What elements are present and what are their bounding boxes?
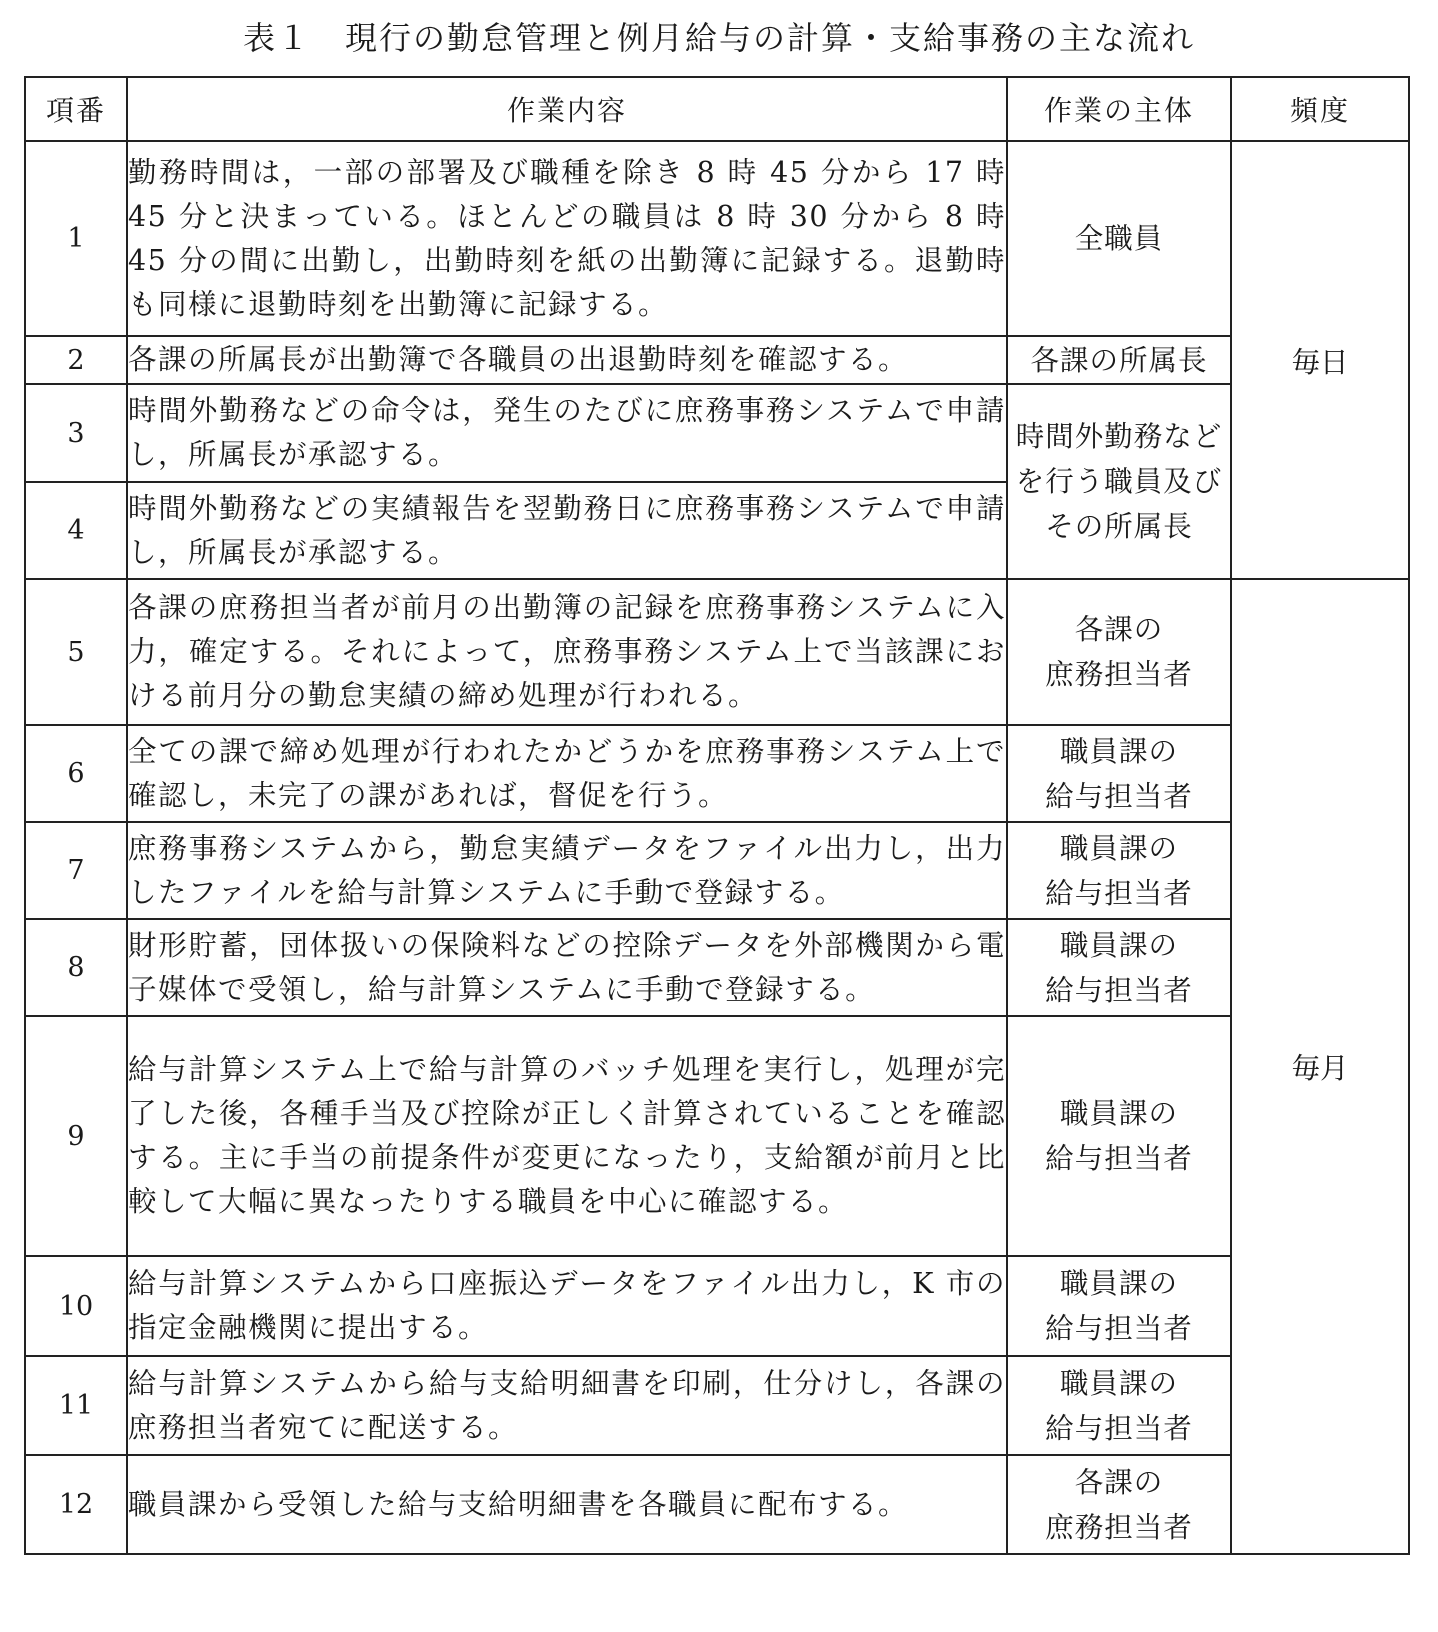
- row-actor: 各課の所属長: [1007, 336, 1231, 384]
- row-content: 給与計算システムから口座振込データをファイル出力し，K 市の指定金融機関に提出する。: [127, 1256, 1007, 1356]
- row-content: 給与計算システムから給与支給明細書を印刷，仕分けし，各課の庶務担当者宛てに配送する。: [127, 1356, 1007, 1455]
- row-actor-line2: 給与担当者: [1045, 1411, 1193, 1445]
- table-row: [25, 1256, 1409, 1356]
- row-actor: [1007, 1455, 1231, 1554]
- table-row: [25, 1356, 1409, 1455]
- table-row: [25, 919, 1409, 1016]
- row-actor: [1007, 1356, 1231, 1455]
- row-num: 11: [25, 1356, 127, 1455]
- row-content: 勤務時間は，一部の部署及び職種を除き 8 時 45 分から 17 時 45 分と決まっている。ほとんどの職員は 8 時 30 分から 8 時 45 分の間に出勤し，出勤時刻を紙の出勤簿に記録する。退勤時も同様に退勤時刻を出勤簿に記録する。: [127, 141, 1007, 336]
- row-num: 2: [25, 336, 127, 384]
- row-num: 7: [25, 822, 127, 919]
- header-freq: 頻度: [1231, 77, 1409, 141]
- table-title: 表１ 現行の勤怠管理と例月給与の計算・支給事務の主な流れ: [242, 19, 1195, 57]
- row-actor-line2: 給与担当者: [1045, 1142, 1193, 1175]
- header-content: 作業内容: [127, 77, 1007, 141]
- row-actor: 時間外勤務などを行う職員及びその所属長: [1007, 384, 1231, 579]
- row-actor: [1007, 579, 1231, 725]
- table-row: [25, 1455, 1409, 1554]
- row-actor-line2: 給与担当者: [1045, 973, 1193, 1007]
- table-row: [25, 384, 1409, 482]
- row-num: 8: [25, 919, 127, 1016]
- header-num: 項番: [25, 77, 127, 141]
- header-actor: 作業の主体: [1007, 77, 1231, 141]
- row-content: 給与計算システム上で給与計算のバッチ処理を実行し，処理が完了した後，各種手当及び控除が正しく計算されていることを確認する。主に手当の前提条件が変更になったり，支給額が前月と比較して大幅に異なったりする職員を中心に確認する。: [127, 1016, 1007, 1256]
- row-actor-line1: 各課の: [1074, 1465, 1164, 1499]
- row-actor: [1007, 822, 1231, 919]
- row-actor-line2: 給与担当者: [1045, 1312, 1193, 1345]
- table-row: [25, 579, 1409, 725]
- row-actor-line2: 給与担当者: [1045, 779, 1193, 813]
- row-actor-line1: 職員課の: [1059, 1267, 1178, 1300]
- table-row: [25, 725, 1409, 822]
- row-actor-line1: 職員課の: [1059, 831, 1178, 865]
- row-content: 職員課から受領した給与支給明細書を各職員に配布する。: [127, 1455, 1007, 1554]
- row-num: 3: [25, 384, 127, 482]
- row-actor: [1007, 1256, 1231, 1356]
- frequency-daily-label: 毎日: [1291, 345, 1349, 379]
- row-num: 5: [25, 579, 127, 725]
- row-actor-line1: 職員課の: [1059, 1097, 1178, 1130]
- row-actor-line2: 給与担当者: [1045, 876, 1193, 910]
- table-row: [25, 336, 1409, 384]
- row-content: 庶務事務システムから，勤怠実績データをファイル出力し，出力したファイルを給与計算システムに手動で登録する。: [127, 822, 1007, 919]
- workflow-table: [24, 76, 1410, 1555]
- row-actor-line1: 職員課の: [1059, 928, 1178, 962]
- table-row: [25, 1016, 1409, 1256]
- row-num: 4: [25, 482, 127, 579]
- row-content: 各課の所属長が出勤簿で各職員の出退勤時刻を確認する。: [127, 336, 1007, 384]
- row-actor: [1007, 1016, 1231, 1256]
- row-actor: [1007, 919, 1231, 1016]
- row-content: 財形貯蓄，団体扱いの保険料などの控除データを外部機関から電子媒体で受領し，給与計算システムに手動で登録する。: [127, 919, 1007, 1016]
- row-actor-line1: 職員課の: [1059, 734, 1178, 768]
- row-actor-line1: 職員課の: [1059, 1366, 1178, 1400]
- row-actor: [1007, 725, 1231, 822]
- frequency-monthly-label: 毎月: [1291, 1052, 1349, 1085]
- row-actor-line2: 庶務担当者: [1045, 658, 1193, 691]
- table-header-row: [25, 77, 1409, 141]
- row-content: 各課の庶務担当者が前月の出勤簿の記録を庶務事務システムに入力，確定する。それによって，庶務事務システム上で当該課における前月分の勤怠実績の締め処理が行われる。: [127, 579, 1007, 725]
- row-actor-line1: 各課の: [1074, 613, 1164, 646]
- row-content: 全ての課で締め処理が行われたかどうかを庶務事務システム上で確認し，未完了の課があれば，督促を行う。: [127, 725, 1007, 822]
- row-actor-line2: 庶務担当者: [1045, 1510, 1193, 1544]
- row-num: 12: [25, 1455, 127, 1554]
- row-content: 時間外勤務などの実績報告を翌勤務日に庶務事務システムで申請し，所属長が承認する。: [127, 482, 1007, 579]
- table-row: [25, 141, 1409, 336]
- row-content: 時間外勤務などの命令は，発生のたびに庶務事務システムで申請し，所属長が承認する。: [127, 384, 1007, 482]
- row-num: 6: [25, 725, 127, 822]
- row-num: 9: [25, 1016, 127, 1256]
- row-num: 10: [25, 1256, 127, 1356]
- frequency-monthly: [1231, 579, 1409, 1554]
- frequency-daily: [1231, 141, 1409, 579]
- table-row: [25, 822, 1409, 919]
- row-actor: 全職員: [1007, 141, 1231, 336]
- row-num: 1: [25, 141, 127, 336]
